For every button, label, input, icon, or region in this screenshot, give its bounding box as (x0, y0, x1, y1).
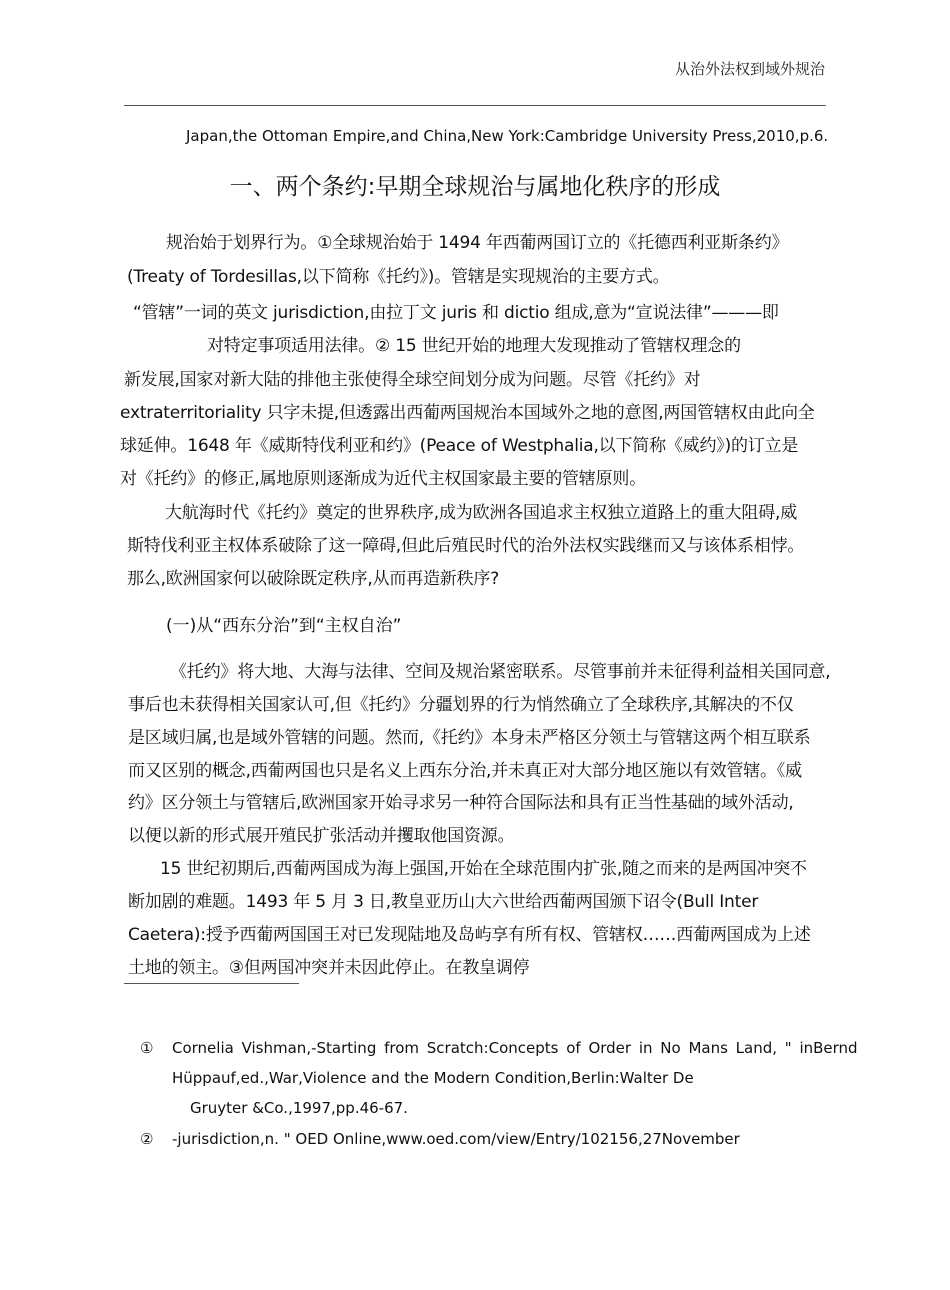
body-line: 以便以新的形式展开殖民扩张活动并攫取他国资源。 (128, 826, 515, 846)
body-line: 15 世纪初期后,西葡两国成为海上强国,开始在全球范围内扩张,随之而来的是两国冲突不 (160, 859, 807, 879)
body-line: 大航海时代《托约》奠定的世界秩序,成为欧洲各国追求主权独立道路上的重大阻碍,威 (165, 503, 798, 523)
body-line: 是区域归属,也是域外管辖的问题。然而,《托约》本身未严格区分领土与管辖这两个相互联系 (128, 728, 811, 748)
footnote-line: Cornelia Vishman,-Starting from Scratch:Concepts of Order in No Mans Land, " inBernd (172, 1039, 858, 1057)
header-rule (124, 105, 826, 106)
body-line: 《托约》将大地、大海与法律、空间及规治紧密联系。尽管事前并未征得利益相关国同意, (170, 662, 831, 682)
body-line: 事后也未获得相关国家认可,但《托约》分疆划界的行为悄然确立了全球秩序,其解决的不仅 (128, 695, 794, 715)
body-line: 对《托约》的修正,属地原则逐渐成为近代主权国家最主要的管辖原则。 (120, 469, 647, 489)
body-line: 新发展,国家对新大陆的排他主张使得全球空间划分成为问题。尽管《托约》对 (124, 370, 701, 390)
footnote-line: -jurisdiction,n. " OED Online,www.oed.com/view/Entry/102156,27November (172, 1130, 740, 1148)
subsection-title: (一)从“西东分治”到“主权自治” (166, 616, 402, 636)
running-head: 从治外法权到域外规治 (674, 60, 825, 78)
footnote-mark: ② (140, 1130, 154, 1148)
body-line: 那么,欧洲国家何以破除既定秩序,从而再造新秩序? (127, 569, 500, 589)
body-line: extraterritoriality 只字未提,但透露出西葡两国规治本国域外之地的意图,两国管辖权由此向全 (120, 403, 815, 423)
footnote-rule (124, 983, 299, 984)
body-line: 规治始于划界行为。①全球规治始于 1494 年西葡两国订立的《托德西利亚斯条约》 (166, 233, 789, 253)
body-line: 斯特伐利亚主权体系破除了这一障碍,但此后殖民时代的治外法权实践继而又与该体系相悖。 (127, 536, 805, 556)
body-line: 断加剧的难题。1493 年 5 月 3 日,教皇亚历山大六世给西葡两国颁下诏令(Bull Inter (128, 892, 759, 912)
body-line: 土地的领主。③但两国冲突并未因此停止。在教皇调停 (128, 958, 530, 978)
body-line: Caetera):授予西葡两国国王对已发现陆地及岛屿享有所有权、管辖权……西葡两国成为上述 (128, 925, 811, 945)
body-line: 球延伸。1648 年《威斯特伐利亚和约》(Peace of Westphalia,以下简称《威约》)的订立是 (120, 436, 799, 456)
body-line: 约》区分领土与管辖后,欧洲国家开始寻求另一种符合国际法和具有正当性基础的域外活动, (128, 793, 794, 813)
body-line: 而又区别的概念,西葡两国也只是名义上西东分治,并未真正对大部分地区施以有效管辖。《威 (128, 761, 802, 781)
footnote-line: Hüppauf,ed.,War,Violence and the Modern Condition,Berlin:Walter De (172, 1069, 694, 1087)
footnote-line: Gruyter &Co.,1997,pp.46-67. (190, 1099, 408, 1117)
footnote-mark: ① (140, 1039, 154, 1057)
section-title: 一、两个条约:早期全球规治与属地化秩序的形成 (229, 174, 721, 200)
body-line: (Treaty of Tordesillas,以下简称《托约》)。管辖是实现规治的主要方式。 (127, 267, 670, 287)
continued-reference: Japan,the Ottoman Empire,and China,New York:Cambridge University Press,2010,p.6. (186, 127, 829, 145)
body-line: 对特定事项适用法律。② 15 世纪开始的地理大发现推动了管辖权理念的 (207, 336, 741, 356)
body-line: “管辖”一词的英文 jurisdiction,由拉丁文 juris 和 dictio 组成,意为“宣说法律”———即 (133, 303, 779, 323)
